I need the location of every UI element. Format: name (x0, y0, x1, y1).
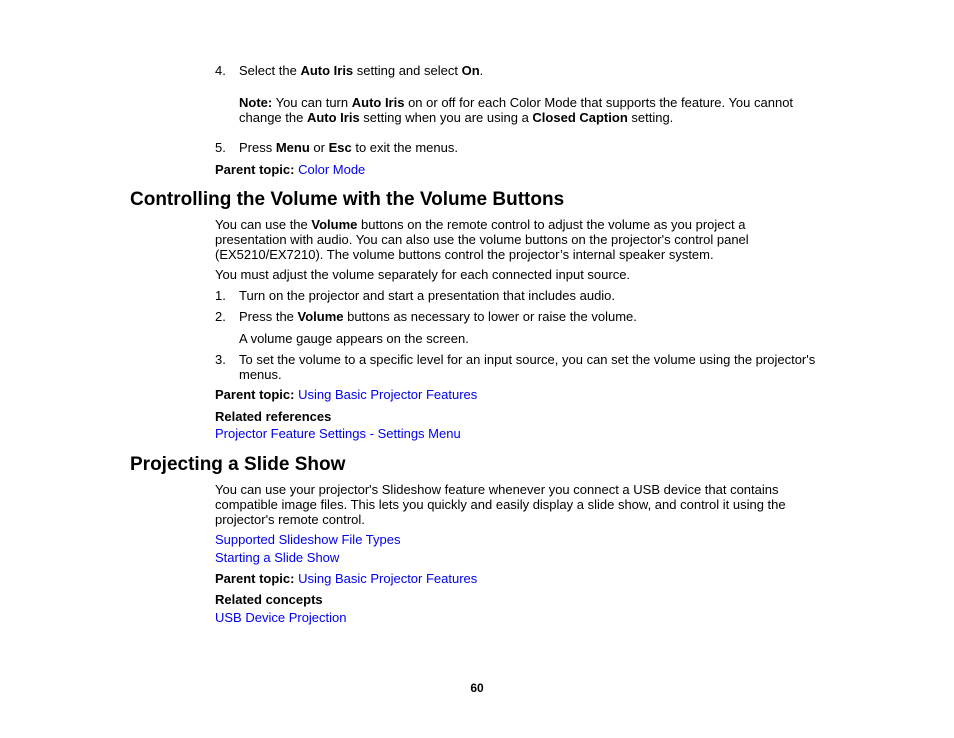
related-reference-link[interactable]: Projector Feature Settings - Settings Menu (215, 426, 461, 441)
related-references-label: Related references (215, 409, 332, 424)
note: Note: You can turn Auto Iris on or off for each Color Mode that supports the feature. You cannot change the Auto Iris setting when you are using a Closed Caption setting. (239, 95, 794, 125)
step-number: 3. (215, 352, 226, 367)
page-number: 60 (470, 681, 484, 695)
step-result: A volume gauge appears on the screen. (239, 331, 469, 346)
parent-topic: Parent topic: Using Basic Projector Features (215, 387, 478, 402)
paragraph: You can use your projector's Slideshow feature whenever you connect a USB device that contains compatible image files. This lets you quickly and easily display a slide show, and control it using the projector's remote control. (215, 482, 786, 527)
parent-topic-link[interactable]: Using Basic Projector Features (298, 387, 478, 402)
section-heading: Controlling the Volume with the Volume Buttons (130, 189, 565, 210)
parent-topic-link[interactable]: Color Mode (298, 162, 366, 177)
section-heading: Projecting a Slide Show (130, 454, 346, 475)
related-concept-link[interactable]: USB Device Projection (215, 610, 347, 625)
step-text: Press the Volume buttons as necessary to lower or raise the volume. (239, 309, 637, 324)
step-number: 4. (215, 63, 226, 78)
step-text: To set the volume to a specific level for an input source, you can set the volume using the projector's menus. (239, 352, 816, 382)
step-text: Select the Auto Iris setting and select On. (239, 63, 484, 78)
step-text: Turn on the projector and start a presentation that includes audio. (239, 288, 616, 303)
step-number: 1. (215, 288, 226, 303)
parent-topic: Parent topic: Using Basic Projector Features (215, 571, 478, 586)
step-number: 5. (215, 140, 226, 155)
step-number: 2. (215, 309, 226, 324)
subtopic-link[interactable]: Starting a Slide Show (215, 550, 340, 565)
paragraph: You must adjust the volume separately for each connected input source. (215, 267, 631, 282)
parent-topic-link[interactable]: Using Basic Projector Features (298, 571, 478, 586)
step-text: Press Menu or Esc to exit the menus. (239, 140, 458, 155)
related-concepts-label: Related concepts (215, 592, 323, 607)
parent-topic: Parent topic: Color Mode (215, 162, 366, 177)
paragraph: You can use the Volume buttons on the remote control to adjust the volume as you project a presentation with audio. You can also use the volume buttons on the projector's control panel (EX5210/EX7210). The volume buttons control the projector’s internal speaker system. (215, 217, 749, 262)
subtopic-link[interactable]: Supported Slideshow File Types (215, 532, 401, 547)
